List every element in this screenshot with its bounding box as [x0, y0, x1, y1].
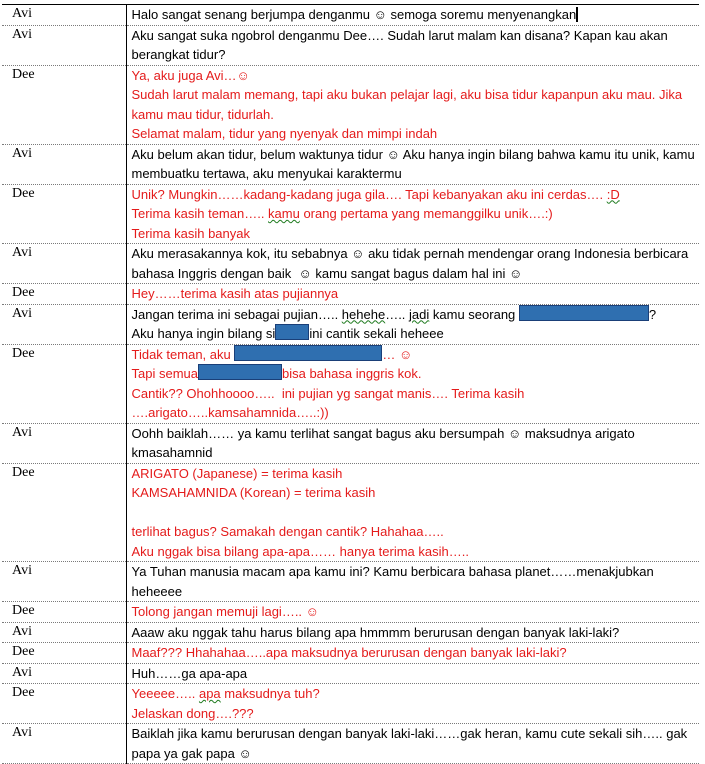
message-text — [126, 244, 699, 284]
chat-row — [2, 244, 699, 284]
message-segment: Maaf??? Hhahahaa…..apa maksudnya berurusan dengan banyak laki-laki? — [131, 645, 567, 660]
message-segment: Jangan terima ini sebagai pujian….. — [131, 306, 342, 322]
speaker-name: Dee — [2, 284, 126, 305]
speaker-name: Dee — [2, 684, 126, 724]
chat-row — [2, 25, 699, 65]
chat-transcript-table — [2, 4, 699, 764]
speaker-name: Avi — [2, 622, 126, 643]
speaker-name: Avi — [2, 663, 126, 684]
message-text — [126, 65, 699, 144]
speaker-name: Dee — [2, 602, 126, 623]
chat-row — [2, 284, 699, 305]
message-segment: kamu seorang — [429, 306, 519, 322]
chat-row — [2, 622, 699, 643]
message-segment: Aaaw aku nggak tahu harus bilang apa hmmmm berurusan dengan banyak laki-laki? — [131, 624, 620, 640]
chat-row — [2, 643, 699, 664]
spellcheck-flagged-word: hehehe — [341, 306, 386, 322]
message-text — [126, 643, 699, 664]
chat-row — [2, 663, 699, 684]
message-text — [126, 184, 699, 244]
message-segment: ini cantik sekali heheee — [309, 326, 444, 341]
message-segment: Aku merasakannya kok, itu sebabnya ☺ aku tidak pernah mendengar orang Indonesia berbicara bahasa Inggris dengan baik ☺ kamu sangat bagus dalam hal ini ☺ — [131, 246, 692, 281]
message-text — [126, 304, 699, 344]
speaker-name: Dee — [2, 184, 126, 244]
message-segment: bisa bahasa inggris kok. Cantik?? Ohohhoooo….. ini pujian yg sangat manis…. Terima kasih ….arigato…..kamsahamnida…..:)) — [131, 366, 525, 420]
message-segment: Yeeeee….. — [131, 686, 199, 701]
message-segment: Unik? Mungkin……kadang-kadang juga gila…. Tapi kebanyakan aku ini cerdas…. — [131, 186, 607, 202]
speaker-name: Avi — [2, 562, 126, 602]
chat-transcript-body — [2, 5, 699, 764]
message-segment: Huh……ga apa-apa — [131, 665, 248, 681]
chat-row — [2, 5, 699, 26]
message-segment: … ☺ Tapi semua — [131, 346, 413, 381]
speaker-name: Avi — [2, 304, 126, 344]
speaker-name: Avi — [2, 423, 126, 463]
message-text — [126, 284, 699, 305]
message-text — [126, 602, 699, 623]
message-segment: Hey……terima kasih atas pujiannya — [131, 286, 339, 301]
spellcheck-flagged-word: jadi — [409, 306, 430, 322]
message-segment: orang pertama yang memanggilku unik….:) Terima kasih banyak — [131, 206, 553, 241]
spellcheck-flagged-word: :D — [606, 186, 620, 202]
message-segment: maksudnya tuh? Jelaskan dong….??? — [131, 686, 320, 721]
speaker-name: Avi — [2, 724, 126, 764]
spellcheck-flagged-word: kamu — [268, 206, 300, 221]
redaction-box — [198, 364, 282, 380]
message-text — [126, 684, 699, 724]
message-segment: Aku sangat suka ngobrol denganmu Dee…. Sudah larut malam kan disana? Kapan kau akan berangkat tidur? — [131, 27, 672, 62]
message-segment: Halo sangat senang berjumpa denganmu ☺ semoga soremu menyenangkan — [131, 7, 577, 22]
message-segment: Tidak teman, aku — [131, 346, 235, 362]
message-segment: Baiklah jika kamu berurusan dengan banyak laki-laki……gak heran, kamu cute sekali sih….. gak papa ya gak papa ☺ — [131, 726, 691, 761]
speaker-name: Dee — [2, 463, 126, 562]
message-segment: ? Aku hanya ingin bilang si — [131, 306, 657, 341]
speaker-name: Avi — [2, 5, 126, 26]
chat-row — [2, 602, 699, 623]
message-text — [126, 663, 699, 684]
speaker-name: Avi — [2, 25, 126, 65]
message-text — [126, 562, 699, 602]
message-segment: Ya, aku juga Avi…☺ Sudah larut malam memang, tapi aku bukan pelajar lagi, aku bisa tidur kapanpun aku mau. Jika kamu mau tidur, tidurlah. Selamat malam, tidur yang nyenyak dan mimpi indah — [131, 67, 683, 141]
message-segment: Terima kasih teman….. — [131, 206, 265, 221]
chat-row — [2, 724, 699, 764]
chat-row — [2, 463, 699, 562]
message-text — [126, 344, 699, 423]
message-segment: Aku belum akan tidur, belum waktunya tidur ☺ Aku hanya ingin bilang bahwa kamu itu unik, kamu membuatku tertawa, aku menyukai karaktermu — [131, 146, 699, 181]
redaction-box — [275, 324, 309, 340]
message-text — [126, 144, 699, 184]
message-segment: ….. — [385, 306, 410, 322]
message-text — [126, 622, 699, 643]
chat-row — [2, 184, 699, 244]
message-text — [126, 25, 699, 65]
message-segment: Tolong jangan memuji lagi….. ☺ — [131, 604, 319, 619]
speaker-name: Dee — [2, 65, 126, 144]
speaker-name: Dee — [2, 643, 126, 664]
message-segment: Ya Tuhan manusia macam apa kamu ini? Kamu berbicara bahasa planet……menakjubkan heheeee — [131, 564, 658, 599]
chat-row — [2, 562, 699, 602]
redaction-box — [234, 345, 382, 361]
speaker-name: Dee — [2, 344, 126, 423]
spellcheck-flagged-word: apa — [198, 686, 221, 701]
speaker-name: Avi — [2, 144, 126, 184]
text-cursor — [576, 7, 578, 22]
chat-row — [2, 684, 699, 724]
message-segment: ARIGATO (Japanese) = terima kasih KAMSAHAMNIDA (Korean) = terima kasih terlihat bagus? Samakah dengan cantik? Hahahaa….. Aku nggak bisa bilang apa-apa…… hanya terima kasih….. — [131, 465, 469, 559]
message-text — [126, 5, 699, 26]
chat-row — [2, 304, 699, 344]
chat-row — [2, 144, 699, 184]
message-segment: Oohh baiklah…… ya kamu terlihat sangat bagus aku bersumpah ☺ maksudnya arigato kmasahamnid — [131, 425, 639, 460]
chat-row — [2, 65, 699, 144]
message-text — [126, 724, 699, 764]
speaker-name: Avi — [2, 244, 126, 284]
message-text — [126, 463, 699, 562]
chat-row — [2, 344, 699, 423]
message-text — [126, 423, 699, 463]
redaction-box — [519, 305, 649, 321]
chat-row — [2, 423, 699, 463]
